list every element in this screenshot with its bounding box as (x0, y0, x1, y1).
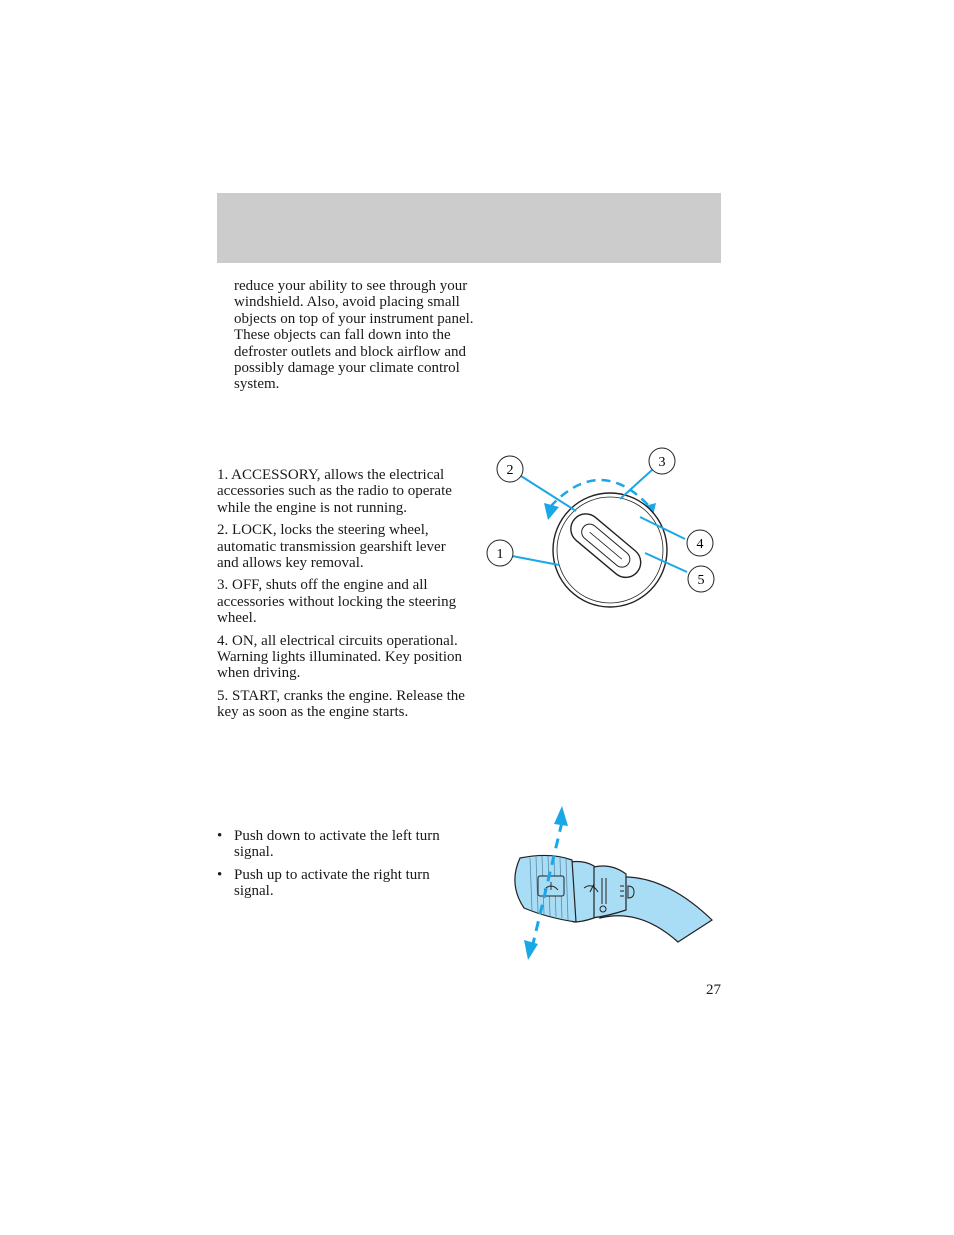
callout-5-label: 5 (697, 573, 705, 588)
ignition-switch-illustration (480, 445, 725, 615)
bullet-glyph: • (217, 866, 223, 883)
stalk-collar (590, 866, 626, 918)
ignition-position-on: 4. ON, all electrical circuits operational. Warning lights illuminated. Key position when driving. (217, 632, 463, 682)
arrow-left-icon (544, 503, 559, 520)
ignition-positions-list (217, 467, 467, 727)
list-item (217, 867, 467, 900)
ignition-position-start: 5. START, cranks the engine. Release the key as soon as the engine starts. (217, 687, 465, 721)
leader-line-1 (512, 556, 559, 565)
list-item (217, 828, 467, 861)
page-number: 27 (706, 982, 721, 998)
warning-continuation-text: reduce your ability to see through your windshield. Also, avoid placing small objects on top of your instrument panel. These objects can fall down into the defroster outlets and block airflow and possibly damage your climate control system. (234, 278, 474, 393)
ignition-position-accessory: 1. ACCESSORY, allows the electrical accessories such as the radio to operate while the engine is not running. (217, 467, 452, 516)
bullet-text-left: Push down to activate the left turn signal. (234, 828, 440, 861)
turn-signal-bullets (217, 828, 467, 906)
callout-2-label: 2 (506, 463, 514, 478)
warning-continuation (234, 278, 474, 393)
arrow-up-icon (554, 806, 568, 826)
bullet-glyph: • (217, 828, 223, 844)
ignition-position-lock: 2. LOCK, locks the steering wheel, automatic transmission gearshift lever and allows key removal. (217, 522, 446, 572)
callout-3-label: 3 (658, 455, 666, 470)
ignition-position-off: 3. OFF, shuts off the engine and all accessories without locking the steering wheel. (217, 577, 457, 627)
bullet-text-right: Push up to activate the right turn signal. (234, 866, 430, 900)
section-header-band (217, 193, 721, 263)
callout-1-label: 1 (496, 547, 504, 562)
turn-signal-stalk-illustration (490, 800, 720, 965)
callout-4-label: 4 (696, 537, 704, 552)
arrow-down-icon (524, 940, 538, 960)
